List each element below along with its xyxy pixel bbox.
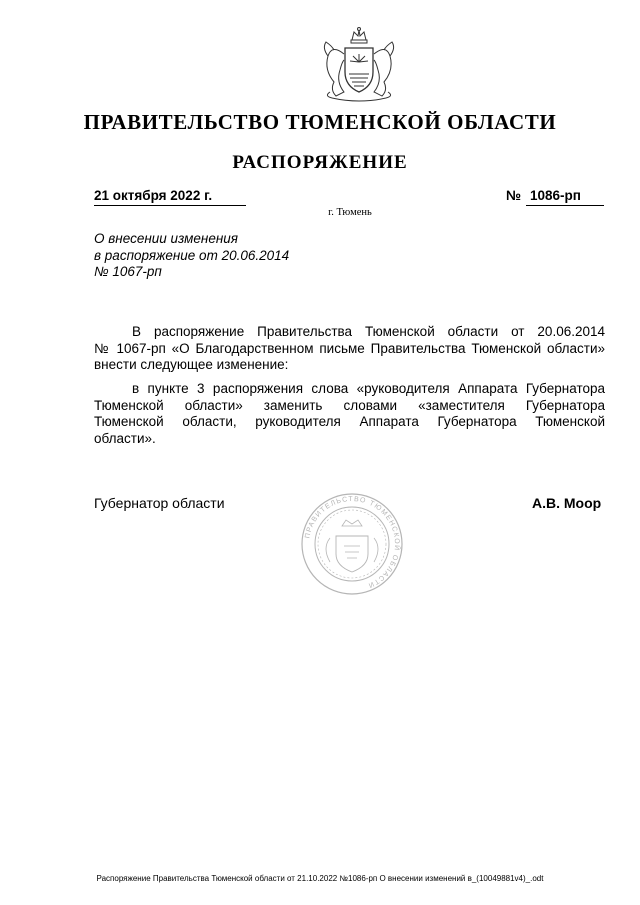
- document-type: РАСПОРЯЖЕНИЕ: [232, 152, 408, 173]
- body-line: внести следующее изменение:: [94, 357, 289, 372]
- number-underline: [526, 205, 604, 206]
- date-underline: [94, 205, 246, 206]
- subject-line: в распоряжение от 20.06.2014: [94, 247, 290, 263]
- document-city: г. Тюмень: [328, 207, 372, 218]
- signatory-position: Губернатор области: [94, 495, 225, 511]
- document-date: 21 октября 2022 г.: [94, 188, 213, 203]
- number-label: №: [506, 188, 522, 203]
- document-footer: Распоряжение Правительства Тюменской области от 21.10.2022 №1086-рп О внесении изменений в_(10049881v4)_.odt: [96, 874, 544, 883]
- signatory-name: А.В. Моор: [532, 495, 602, 511]
- body-paragraph-2: [94, 381, 605, 447]
- body-line: в пункте 3 распоряжения слова «руководителя Аппарата Губернатора: [132, 381, 605, 396]
- body-line: области».: [94, 430, 156, 446]
- body-line: Тюменской области» заменить словами «заместителя Губернатора: [94, 397, 605, 413]
- document-number: 1086-рп: [530, 188, 581, 203]
- official-seal-icon: [300, 492, 404, 596]
- seal-text: ПРАВИТЕЛЬСТВО ТЮМЕНСКОЙ ОБЛАСТИ: [304, 495, 401, 589]
- document-subject: [94, 231, 289, 281]
- body-line: В распоряжение Правительства Тюменской области от 20.06.2014: [132, 324, 605, 339]
- subject-line: № 1067-рп: [94, 264, 162, 279]
- body-paragraph-1: [94, 324, 605, 374]
- subject-line: О внесении изменения: [94, 231, 239, 246]
- coat-of-arms-icon: [314, 26, 404, 104]
- body-line: Тюменской области, руководителя Аппарата Губернатора Тюменской: [94, 414, 605, 429]
- government-title: ПРАВИТЕЛЬСТВО ТЮМЕНСКОЙ ОБЛАСТИ: [83, 110, 557, 134]
- body-line: № 1067-рп «О Благодарственном письме Правительства Тюменской области»: [94, 340, 605, 356]
